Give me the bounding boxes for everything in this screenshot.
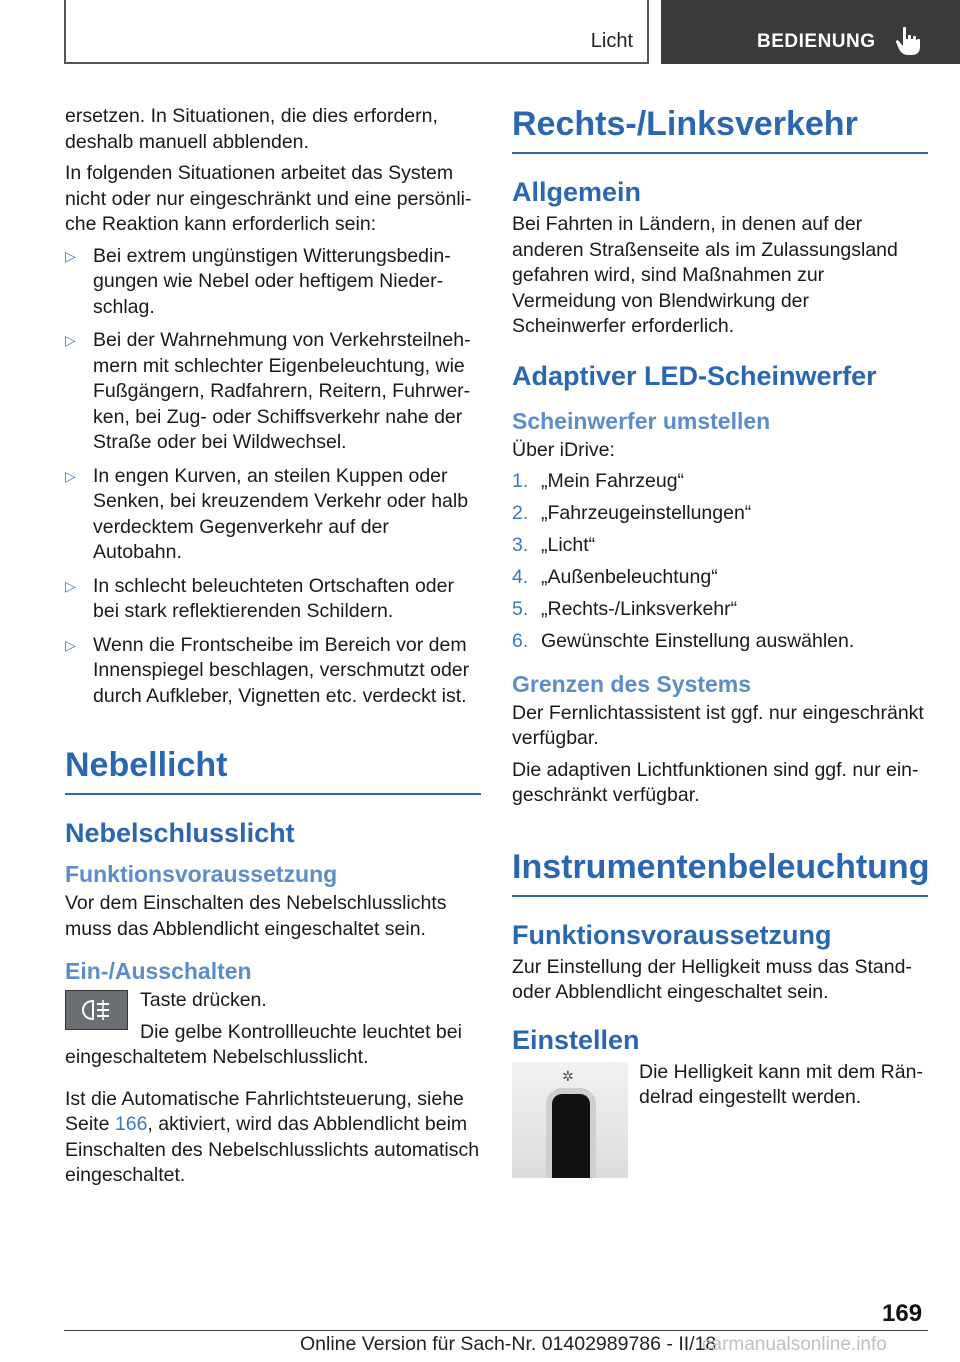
heading-nebellicht: Nebellicht <box>65 745 481 795</box>
rear-fog-light-icon <box>79 998 115 1022</box>
heading-funktionsvoraussetzung: Funktionsvoraussetzung <box>512 919 832 950</box>
section-title: Licht <box>590 30 633 52</box>
footer-divider <box>64 1330 928 1331</box>
triangle-bullet-icon: ▷ <box>65 467 76 484</box>
list-item: 2. „Fahrzeugeinstellungen“ <box>512 502 752 524</box>
left-column <box>65 104 481 1195</box>
list-item: ▷ In engen Kurven, an steilen Kuppen oder Senken, bei kreuzendem Verkehr oder halb verdecktem Gegenverkehr auf der Autobahn. <box>65 464 469 563</box>
paragraph: ersetzen. In Situationen, die dies erfordern, deshalb manuell abblenden. <box>65 105 438 153</box>
triangle-bullet-icon: ▷ <box>65 247 76 264</box>
paragraph: Vor dem Einschalten des Nebelschlusslichts muss das Abblendlicht eingeschaltet sein. <box>65 892 447 940</box>
step-list <box>512 469 928 655</box>
paragraph: Bei Fahrten in Ländern, in denen auf der anderen Straßenseite als im Zulassungsland gefahren wird, sind Maßnahmen zur Vermeidung von Blendwirkung der Scheinwerfer erforderlich. <box>512 213 898 337</box>
list-item: 3. „Licht“ <box>512 534 596 556</box>
heading-scheinwerfer-umstellen: Scheinwerfer umstellen <box>512 407 771 434</box>
heading-allgemein: Allgemein <box>512 177 642 207</box>
paragraph: Über iDrive: <box>512 438 615 461</box>
list-item: ▷ Wenn die Frontscheibe im Bereich vor dem Innenspiegel beschlagen, verschmutzt oder durch Aufkleber, Vignetten etc. verdeckt ist. <box>65 633 470 707</box>
list-item: 6. Gewünschte Einstellung auswählen. <box>512 630 855 652</box>
watermark: carmanualsonline.info <box>702 1334 887 1355</box>
paragraph: Die gelbe Kontrollleuchte leuchtet bei eingeschaltetem Nebelschlusslicht. <box>65 1020 462 1068</box>
triangle-bullet-icon: ▷ <box>65 636 76 653</box>
list-item: 5. „Rechts-/Linksverkehr“ <box>512 598 738 620</box>
heading-grenzen-des-systems: Grenzen des Systems <box>512 670 752 697</box>
heading-adaptiver-led-scheinwerfer: Adaptiver LED-Scheinwerfer <box>512 360 877 391</box>
rear-fog-light-button-image <box>65 990 128 1030</box>
paragraph: Zur Einstellung der Helligkeit muss das Stand- oder Abblendlicht eingeschaltet sein. <box>512 955 912 1003</box>
right-column <box>512 104 928 1184</box>
heading-funktionsvoraussetzung: Funktionsvoraussetzung <box>65 861 338 887</box>
page-number: 169 <box>882 1300 923 1327</box>
heading-rechts-linksverkehr: Rechts-/Linksverkehr <box>512 104 928 154</box>
chapter-tab <box>661 0 960 64</box>
footer-text: Online Version für Sach-Nr. 01402989786 - II/18 <box>300 1333 717 1355</box>
list-item: ▷ Bei extrem ungünstigen Witterungsbedingungen wie Nebel oder heftigem Niederschlag. <box>65 244 451 318</box>
paragraph: Ist die Automatische Fahrlichtsteuerung, siehe Seite 166, aktiviert, wird das Abblendlicht beim Einschalten des Nebelschlusslichts automatisch eingeschaltet. <box>65 1087 480 1186</box>
thumbwheel <box>552 1094 590 1178</box>
list-item: ▷ In schlecht beleuchteten Ortschaften oder bei stark reflektierenden Schildern. <box>65 574 454 622</box>
triangle-bullet-icon: ▷ <box>65 332 76 348</box>
hand-pointer-icon <box>895 26 921 56</box>
paragraph: Taste drücken. <box>140 989 267 1011</box>
paragraph: In folgenden Situationen arbeitet das System nicht oder nur eingeschränkt und eine persönliche Reaktion kann erforderlich sein: <box>65 162 472 235</box>
chapter-title: BEDIENUNG <box>757 31 876 52</box>
heading-instrumentenbeleuchtung: Instrumentenbeleuchtung <box>512 847 928 897</box>
paragraph: Die Helligkeit kann mit dem Rändelrad eingestellt werden. <box>639 1060 923 1108</box>
bullet-list <box>65 244 481 710</box>
page-reference-link[interactable]: 166 <box>114 1113 148 1135</box>
triangle-bullet-icon: ▷ <box>65 577 76 594</box>
dimmer-wheel-image <box>512 1062 628 1178</box>
brightness-icon: ✲ <box>562 1067 574 1084</box>
list-item: 1. „Mein Fahrzeug“ <box>512 470 685 492</box>
list-item: 4. „Außenbeleuchtung“ <box>512 566 718 588</box>
heading-nebelschlusslicht: Nebelschlusslicht <box>65 818 295 848</box>
paragraph: Die adaptiven Lichtfunktionen sind ggf. nur eingeschränkt verfügbar. <box>512 758 919 806</box>
heading-einstellen: Einstellen <box>512 1024 640 1055</box>
list-item: ▷ Bei der Wahrnehmung von Verkehrsteilnehmern mit schlechter Eigenbeleuchtung, wie Fußgängern, Radfahrern, Reitern, Fuhrwerken, bei Zug- oder Schiffsverkehr nahe der Straße oder bei Wildwechsel. <box>65 329 471 453</box>
heading-ein-ausschalten: Ein-/Ausschalten <box>65 958 252 984</box>
paragraph: Der Fernlichtassistent ist ggf. nur eingeschränkt verfügbar. <box>512 701 924 749</box>
header-section-box <box>64 0 649 64</box>
